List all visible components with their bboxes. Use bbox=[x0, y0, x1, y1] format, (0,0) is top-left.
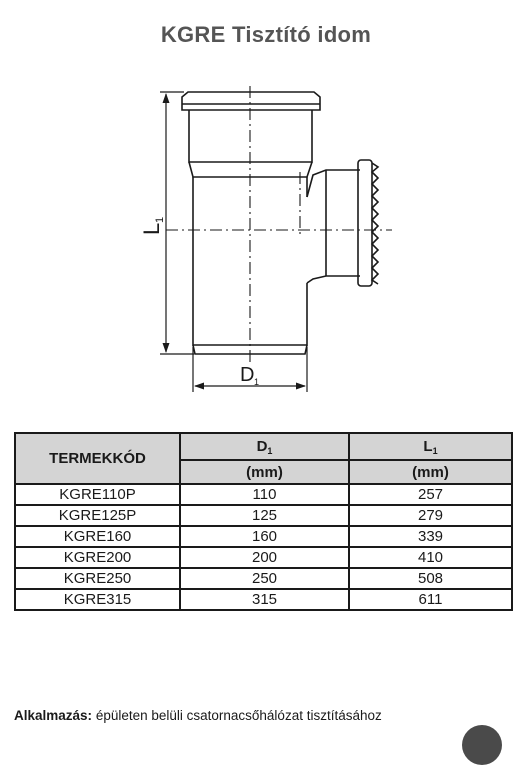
table-row bbox=[15, 484, 512, 505]
cell-d1: 160 bbox=[180, 526, 349, 547]
header-d1: $D_1$ bbox=[180, 433, 349, 460]
cell-d1: 250 bbox=[180, 568, 349, 589]
page-title: KGRE Tisztító idom bbox=[160, 22, 372, 47]
cell-d1: 125 bbox=[180, 505, 349, 526]
cell-l1: 279 bbox=[349, 505, 512, 526]
cell-code: KGRE160 bbox=[15, 526, 180, 547]
table-row bbox=[15, 547, 512, 568]
cell-code: KGRE125P bbox=[15, 505, 180, 526]
branch-outlet bbox=[307, 170, 360, 197]
cell-l1: 611 bbox=[349, 589, 512, 610]
header-l1: $L_1$ bbox=[349, 433, 512, 460]
header-l1-unit: (mm) bbox=[349, 460, 512, 484]
cell-l1: 339 bbox=[349, 526, 512, 547]
socket-collar bbox=[182, 92, 320, 110]
application-label: Alkalmazás: bbox=[14, 708, 93, 723]
corner-decoration bbox=[462, 725, 502, 765]
table-row bbox=[15, 505, 512, 526]
cell-code: KGRE110P bbox=[15, 484, 180, 505]
application-text: épületen belüli csatornacsőhálózat tisztításához bbox=[95, 708, 382, 723]
cell-d1: 200 bbox=[180, 547, 349, 568]
cell-d1: 315 bbox=[180, 589, 349, 610]
cell-code: KGRE250 bbox=[15, 568, 180, 589]
length-label: L bbox=[139, 222, 164, 235]
cell-l1: 257 bbox=[349, 484, 512, 505]
product-table bbox=[14, 432, 513, 611]
cell-code: KGRE200 bbox=[15, 547, 180, 568]
table-row bbox=[15, 568, 512, 589]
diameter-label: D bbox=[240, 364, 255, 386]
cell-l1: 410 bbox=[349, 547, 512, 568]
table-row bbox=[15, 589, 512, 610]
cell-l1: 508 bbox=[349, 568, 512, 589]
header-d1-unit: (mm) bbox=[180, 460, 349, 484]
table-row bbox=[15, 526, 512, 547]
header-product-code: TERMEKKÓD bbox=[15, 433, 180, 484]
length-label-sub: 1 bbox=[154, 216, 166, 223]
cell-code: KGRE315 bbox=[15, 589, 180, 610]
application-note bbox=[14, 708, 382, 723]
cleaning-cap bbox=[358, 160, 372, 286]
cell-d1: 110 bbox=[180, 484, 349, 505]
diameter-label-sub: 1 bbox=[254, 377, 260, 387]
